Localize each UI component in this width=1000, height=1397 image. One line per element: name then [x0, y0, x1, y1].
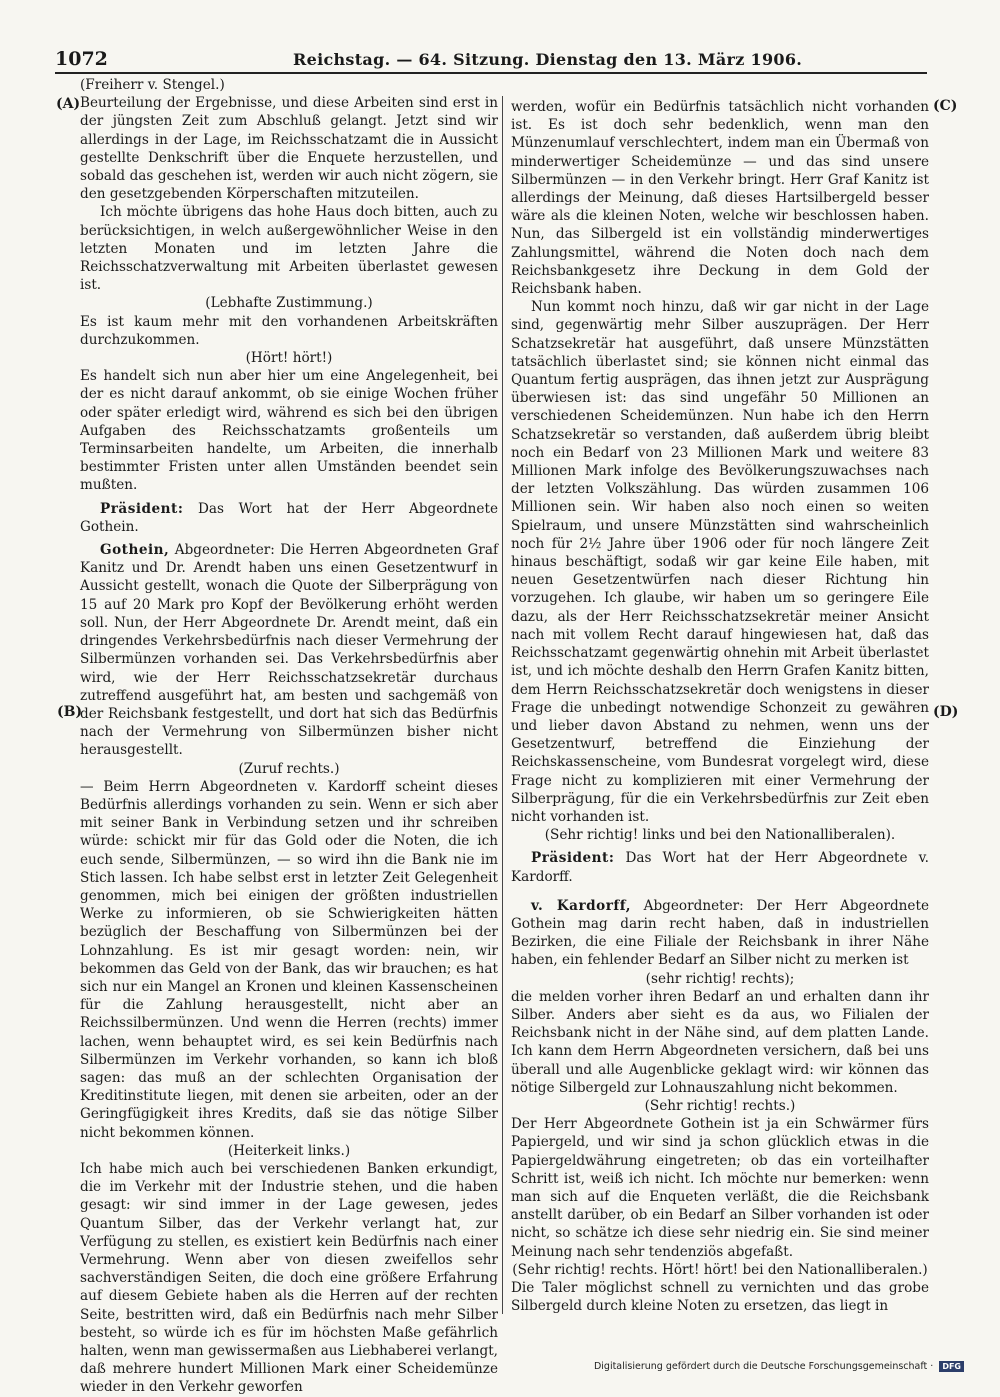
speech-text: Das Wort hat der Herr Abgeordnete Gothein.: [80, 500, 498, 535]
speaker-paragraph: [511, 849, 929, 885]
interjection: (Lebhafte Zustimmung.): [205, 295, 373, 312]
dfg-logo-icon: DFG: [939, 1361, 964, 1372]
margin-marker-c: (C): [933, 98, 958, 114]
paragraph: Der Herr Abgeordnete Gothein ist ja ein Schwärmer fürs Papiergeld, und wir sind ja schon glücklich etwas in die Papiergeldwährung eingetreten; ob das ein vorteilhafter Schritt ist, weiß ich nicht. Ich möchte nur bemerken: wenn man sich auf die Enqueten verläßt, die die Reichsbank anstellt darüber, ob ein Bedarf an Silber vorhanden ist oder nicht, so schätze ich diese sehr niedrig ein. Sie sind meiner Meinung nach sehr tendenziös abgefaßt.: [511, 1116, 929, 1260]
speaker-name: Präsident:: [100, 500, 184, 517]
left-column: [80, 76, 498, 1397]
interjection: (Zuruf rechts.): [238, 760, 340, 777]
speaker-paragraph: [80, 541, 498, 759]
speech-text: Das Wort hat der Herr Abgeordnete v. Kardorff.: [511, 850, 929, 885]
speech-text: Abgeordneter: Der Herr Abgeordnete Gothein mag darin recht haben, daß in industriellen Bezirken, die eine Filiale der Reichsbank in ihrer Nähe haben, ein fehlender Bedarf an Silber nicht zu merken ist: [511, 897, 929, 969]
paragraph: Beurteilung der Ergebnisse, und diese Arbeiten sind erst in der jüngsten Zeit zum Abschluß gelangt. Jetzt sind wir allerdings in der Lage, im Reichsschatzamt die in Aussicht gestellte Denkschrift über die Enquete herzustellen, und sobald das geschehen ist, werden wir auch nicht zögern, sie den gesetzgebenden Körperschaften mitzuteilen.: [80, 95, 498, 203]
speaker-paragraph: [80, 500, 498, 536]
paragraph: Ich habe mich auch bei verschiedenen Banken erkundigt, die im Verkehr mit der Industrie stehen, und die haben gesagt: wir sind immer in der Lage gewesen, jedes Quantum Silber, das der Verkehr verlangt hat, zur Verfügung zu stellen, es existiert kein Bedürfnis nach einer Vermehrung. Wenn aber von diesen zweifellos sehr sachverständigen Seiten, die doch eine größere Erfahrung auf diesem Gebiete haben als die Herren auf der rechten Seite, bestritten wird, daß ein Bedürfnis nach mehr Silber besteht, so würde ich es für im höchsten Maße gefährlich halten, wenn man gewissermaßen aus Liebhaberei verlangt, daß mehrere hundert Millionen Mark einer Scheidemünze wieder in den Verkehr geworfen: [80, 1160, 498, 1396]
margin-marker-b: (B): [57, 704, 83, 720]
speaker-continuation: (Freiherr v. Stengel.): [80, 77, 225, 93]
speaker-paragraph: [511, 897, 929, 970]
paragraph: die melden vorher ihren Bedarf an und erhalten dann ihr Silber. Anders aber sieht es da aus, wo Filialen der Reichsbank nicht in der Nähe sind, auf dem platten Lande. Ich kann dem Herrn Abgeordneten versichern, daß bei uns überall und alle Augenblicke geklagt wird: wir können das nötige Silbergeld zur Lohnauszahlung nicht bekommen.: [511, 988, 929, 1096]
margin-marker-a: (A): [56, 96, 81, 112]
paragraph: Es ist kaum mehr mit den vorhandenen Arbeitskräften durchzukommen.: [80, 313, 498, 348]
interjection: (sehr richtig! rechts);: [645, 970, 795, 987]
running-header: [55, 48, 927, 74]
interjection: (Sehr richtig! rechts. Hört! hört! bei den Nationalliberalen.): [512, 1261, 928, 1278]
speaker-name: v. Kardorff,: [531, 897, 631, 914]
page-number: 1072: [55, 48, 108, 70]
interjection: (Hört! hört!): [245, 350, 333, 367]
paragraph: Ich möchte übrigens das hohe Haus doch bitten, auch zu berücksichtigen, in welch außergewöhnlicher Weise in den letzten Monaten und im letzten Jahre die Reichsschatzverwaltung mit Arbeiten überlastet gewesen ist.: [80, 204, 498, 294]
paragraph: Es handelt sich nun aber hier um eine Angelegenheit, bei der es nicht darauf ankommt, ob sie einige Wochen früher oder später erledigt wird, während es sich bei den übrigen Aufgaben des Reichsschatzamts großenteils um Terminsarbeiten handelte, um Arbeiten, die innerhalb bestimmter Fristen unter allen Umständen beendet sein mußten.: [80, 368, 498, 494]
right-column: [511, 98, 929, 1315]
interjection: (Sehr richtig! links und bei den Nationalliberalen).: [544, 827, 896, 844]
column-divider: [502, 96, 503, 1314]
paragraph: Nun kommt noch hinzu, daß wir gar nicht in der Lage sind, gegenwärtig mehr Silber auszuprägen. Der Herr Schatzsekretär hat ausgeführt, daß unsere Münzstätten tatsächlich überlastet sind; sie können nicht einmal das Quantum fertig ausprägen, das ihnen jetzt zur Ausprägung überwiesen ist: das sind ungefähr 50 Millionen an verschiedenen Scheidemünzen. Nun habe ich den Herrn Schatzsekretär so verstanden, daß außerdem übrig bleibt noch ein Bedarf von 23 Millionen Mark und weitere 83 Millionen Mark infolge des Bevölkerungszuwachses nach der letzten Volkszählung. Das würden zusammen 106 Millionen sein. Wir haben also noch einen so weiten Spielraum, und unsere Münzstätten sind wahrscheinlich noch für 2½ Jahre über 1906 oder für noch längere Zeit hinaus beschäftigt, sodaß wir gar keine Eile haben, mit neuen Gesetzentwürfen nach dieser Richtung hin vorzugehen. Ich glaube, wir haben um so geringere Eile dazu, als der Herr Reichsschatzsekretär meiner Ansicht nach mit vollem Recht darauf hingewiesen hat, daß das Reichsschatzamt gegenwärtig ohnehin mit Arbeit überlastet ist, und ich möchte deshalb den Herrn Grafen Kanitz bitten, dem Herrn Reichsschatzsekretär doch wenigstens in dieser Frage die unbedingt notwendige Schonzeit zu gewähren und lieber davon Abstand zu nehmen, wenn uns der Gesetzentwurf, betreffend die Einziehung der Reichskassenscheine, vom Bundesrat vorgelegt wird, diese Frage nicht zu komplizieren mit einer Vermehrung der Silberprägung, für die ein Verkehrsbedürfnis zur Zeit eben nicht vorhanden ist.: [511, 299, 929, 825]
paragraph: Die Taler möglichst schnell zu vernichten und das grobe Silbergeld durch kleine Noten zu ersetzen, das liegt in: [511, 1280, 929, 1315]
digitization-credit: Digitalisierung gefördert durch die Deutsche Forschungsgemeinschaft · DFG: [594, 1361, 964, 1372]
paragraph: — Beim Herrn Abgeordneten v. Kardorff scheint dieses Bedürfnis allerdings vorhanden zu sein. Wenn er sich aber mit seiner Bank in Verbindung setzen und ihr schreiben würde: schickt mir für das Gold oder die Noten, die ich euch sende, Silbermünzen, — so wird ihn die Bank nie im Stich lassen. Ich habe selbst erst in letzter Zeit Gelegenheit genommen, mich bei einigen der größten industriellen Werke zu informieren, ob sie Schwierigkeiten hätten bezüglich der Beschaffung von Silbermünzen bei der Lohnzahlung. Es ist mir gesagt worden: nein, wir bekommen das Geld von der Bank, das wir brauchen; es hat sich nur ein Mangel an Kronen und kleinen Kassenscheinen für die Zahlung herausgestellt, nicht aber an Reichssilbermünzen. Und wenn die Herren (rechts) immer lachen, wenn behauptet wird, es sei kein Bedürfnis nach Silbermünzen im Verkehr vorhanden, so kann ich bloß sagen: das muß an der schlechten Organisation der Kreditinstitute liegen, mit denen sie arbeiten, oder an der Geringfügigkeit ihres Kredits, daß sie das nötige Silber nicht bekommen können.: [80, 778, 498, 1141]
speaker-name: Gothein,: [100, 542, 170, 559]
margin-marker-d: (D): [933, 704, 959, 720]
interjection: (Sehr richtig! rechts.): [644, 1097, 796, 1114]
speaker-name: Präsident:: [531, 850, 615, 867]
interjection: (Heiterkeit links.): [227, 1142, 351, 1159]
speech-text: Abgeordneter: Die Herren Abgeordneten Graf Kanitz und Dr. Arendt haben uns einen Gesetzentwurf in Aussicht gestellt, wonach die Quote der Silberprägung von 15 auf 20 Mark pro Kopf der Bevölkerung erhöht werden soll. Nun, der Herr Abgeordnete Dr. Arendt meint, daß ein dringendes Verkehrsbedürfnis nach dieser Vermehrung der Silbermünzen vorhanden sei. Das Verkehrsbedürfnis aber wird, wie der Herr Reichsschatzsekretär durchaus zutreffend ausgeführt hat, am besten und sachgemäß von der Reichsbank festgestellt, und dort hat sich das Bedürfnis nach der Vermehrung von Silbermünzen bisher nicht herausgestellt.: [80, 542, 498, 759]
page-title: Reichstag. — 64. Sitzung. Dienstag den 13. März 1906.: [293, 50, 803, 69]
paragraph: werden, wofür ein Bedürfnis tatsächlich nicht vorhanden ist. Es ist doch sehr bedenklich, wenn man den Münzenumlauf verschlechtert, indem man ein Übermaß von minderwertiger Scheidemünze — und das sind unsere Silbermünzen — in den Verkehr bringt. Herr Graf Kanitz ist allerdings der Meinung, daß dieses Hartsilbergeld besser wäre als die kleinen Noten, welche wir beschlossen haben. Nun, das Silbergeld ist ein vollständig minderwertiges Zahlungsmittel, während die Noten doch nach dem Reichsbankgesetz ihre Deckung in dem Gold der Reichsbank haben.: [511, 99, 929, 298]
credit-text: Digitalisierung gefördert durch die Deutsche Forschungsgemeinschaft: [593, 1361, 928, 1372]
